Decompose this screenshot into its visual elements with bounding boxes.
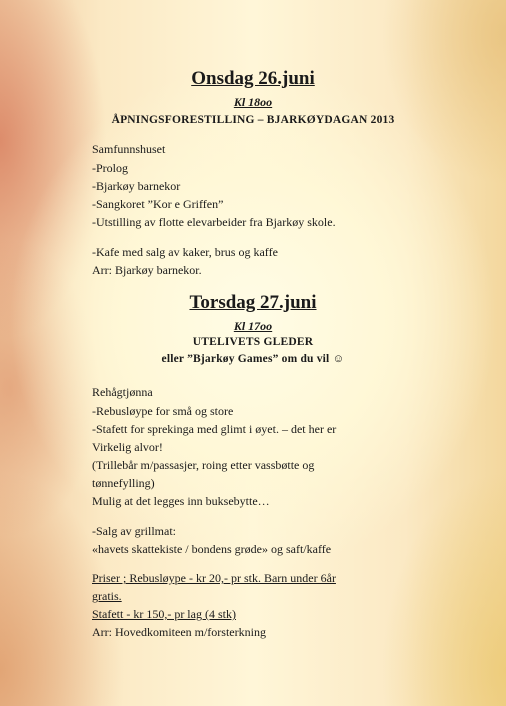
day2-grill-line: -Salg av grillmat: <box>92 524 176 538</box>
day1-title: Onsdag 26.juni <box>191 68 315 89</box>
prices-gratis: gratis. <box>92 589 122 603</box>
day1-time: Kl 18oo <box>233 95 273 109</box>
day2-time: Kl 17oo <box>233 319 273 333</box>
day2-subheadline: eller ”Bjarkøy Games” om du vil ☺ <box>161 353 345 365</box>
day2-line: Mulig at det legges inn buksebytte… <box>92 494 270 508</box>
prices-line: Priser ; Rebusløype - kr 20,- pr stk. Barn under 6år <box>92 571 336 585</box>
day2-line: Rehågtjønna <box>92 385 153 399</box>
day1-line: Samfunnshuset <box>92 142 166 156</box>
day2-line: -Rebusløype for små og store <box>92 404 234 418</box>
day1-line: -Sangkoret ”Kor e Griffen” <box>92 197 224 211</box>
day2-line: Virkelig alvor! <box>92 440 163 454</box>
day2-title: Torsdag 27.juni <box>189 292 317 313</box>
day1-cafe-line: -Kafe med salg av kaker, brus og kaffe <box>92 245 278 259</box>
day1-line: -Utstilling av flotte elevarbeider fra Bjarkøy skole. <box>92 215 336 229</box>
day1-line: -Prolog <box>92 161 128 175</box>
day2-line: (Trillebår m/passasjer, roing etter vassbøtte og <box>92 458 315 472</box>
day2-line: tønnefylling) <box>92 476 155 490</box>
day1-line: -Bjarkøy barnekor <box>92 179 181 193</box>
day2-headline: UTELIVETS GLEDER <box>192 336 314 348</box>
day1-cafe-line: Arr: Bjarkøy barnekor. <box>92 263 202 277</box>
prices-stafett: Stafett - kr 150,- pr lag (4 stk) <box>92 607 236 621</box>
day2-grill-line: «havets skattekiste / bondens grøde» og saft/kaffe <box>92 542 332 556</box>
day2-line: -Stafett for sprekinga med glimt i øyet. – det her er <box>92 422 337 436</box>
day1-headline: ÅPNINGSFORESTILLING – BJARKØYDAGAN 2013 <box>111 114 395 126</box>
prices-arr: Arr: Hovedkomiteen m/forsterkning <box>92 625 266 639</box>
